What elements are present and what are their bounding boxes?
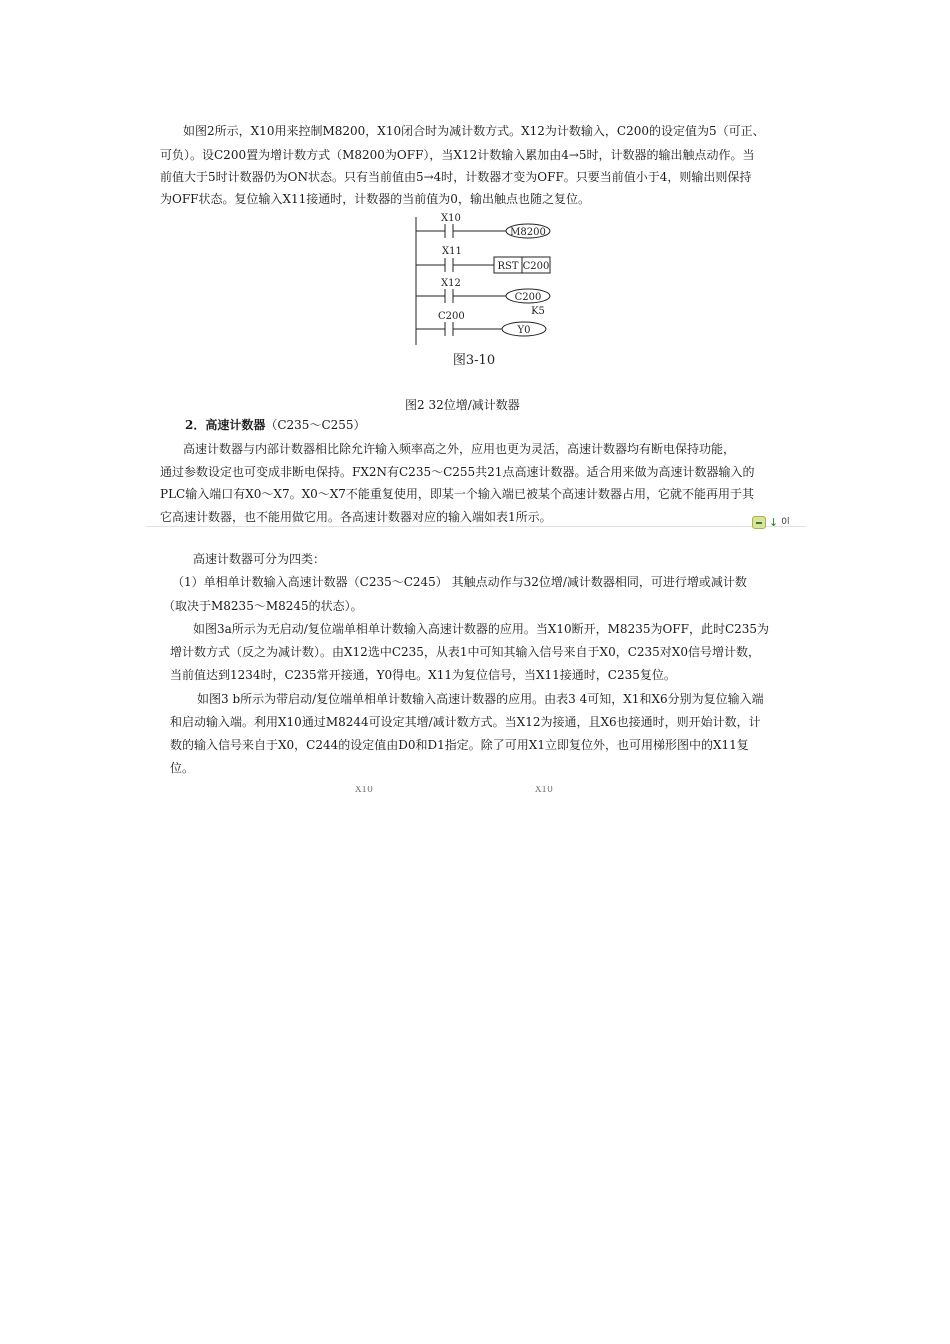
- coil-m8200-label: M8200: [510, 227, 546, 238]
- download-arrow-icon[interactable]: ↓: [769, 515, 779, 529]
- mini-toolbar[interactable]: [752, 515, 808, 529]
- contact-c200-label: C200: [438, 311, 465, 322]
- section2-heading-title: 2．高速计数器: [185, 418, 266, 432]
- rung-3: [416, 278, 550, 317]
- para3-line-1: （1）单相单计数输入高速计数器（C235～C245） 其触点动作与32位增/减计数器相同，可进行增或减计数: [172, 575, 747, 589]
- para2-line-2: 通过参数设定也可变成非断电保持。FX2N有C235～C255共21点高速计数器。适合用来做为高速计数器输入的: [160, 465, 755, 479]
- rung-4: [416, 311, 546, 336]
- contact-x11-label: X11: [442, 246, 462, 257]
- section2-heading: [185, 418, 366, 432]
- para3-line-4: 增计数方式（反之为减计数）。由X12选中C235，从表1中可知其输入信号来自于X0，C235对X0信号增计数，: [170, 645, 760, 659]
- section2-heading-paren: （C235～C255）: [265, 418, 366, 432]
- para3-line-3: 如图3a所示为无启动/复位端单相单计数输入高速计数器的应用。当X10断开，M8235为OFF，此时C235为: [193, 622, 770, 636]
- para1-line-4: 为OFF状态。复位输入X11接通时，计数器的当前值为0，输出触点也随之复位。: [160, 192, 590, 206]
- rst-target-label: C200: [522, 261, 550, 272]
- coil-c200-label: C200: [514, 292, 542, 303]
- figure-label: 图3-10: [452, 353, 496, 368]
- para3-line-2: （取决于M8235～M8245的状态）。: [163, 599, 363, 613]
- para3-intro: 高速计数器可分为四类：: [193, 552, 326, 566]
- contact-x10-label: X10: [441, 213, 461, 224]
- para1-line-2: 可负）。设C200置为增计数方式（M8200为OFF），当X12计数输入累加由4→5时，计数器的输出触点动作。当: [160, 148, 755, 162]
- para2-line-4: 它高速计数器，也不能用做它用。各高速计数器对应的输入端如表1所示。: [160, 510, 552, 524]
- para2-line-3: PLC输入端口有X0～X7。X0～X7不能重复使用，即某一个输入端已被某个高速计数器占用，它就不能再用于其: [160, 487, 754, 501]
- toolbar-text: 0l: [781, 517, 790, 527]
- rst-label: RST: [497, 261, 519, 272]
- rung-1: [416, 213, 550, 238]
- para3-line-6: 如图3 b所示为带启动/复位端单相单计数输入高速计数器的应用。由表3 4可知，X1和X6分别为复位输入端: [197, 692, 764, 706]
- para3-line-9: 位。: [170, 761, 195, 775]
- figure2-caption: 图2 32位增/减计数器: [405, 398, 520, 412]
- para3-line-8: 数的输入信号来自于X0，C244的设定值由D0和D1指定。除了可用X1立即复位外，也可用梯形图中的X11复: [170, 738, 749, 752]
- contact-x12-label: X12: [441, 278, 461, 289]
- para3-line-7: 和启动输入端。利用X10通过M8244可设定其增/减计数方式。当X12为接通，且X6也接通时，则开始计数，计: [170, 715, 761, 729]
- para1-line-3: 前值大于5时计数器仍为ON状态。只有当前值由5→4时，计数器才变为OFF。只要当前值小于4，则输出则保持: [160, 170, 752, 184]
- cutoff-label-left: X10: [355, 786, 373, 792]
- para1-line-1: 如图2所示，X10用来控制M8200，X10闭合时为减计数方式。X12为计数输入，C200的设定值为5（可正、: [183, 124, 765, 138]
- rung-2: [416, 246, 550, 273]
- coil-y0-label: Y0: [517, 325, 531, 336]
- cutoff-label-right: X10: [535, 786, 553, 792]
- coil-c200-setting: K5: [531, 306, 545, 317]
- add-icon[interactable]: [752, 516, 766, 529]
- ladder-diagram: [0, 0, 950, 380]
- para3-line-5: 当前值达到1234时，C235常开接通，Y0得电。X11为复位信号，当X11接通时，C235复位。: [170, 668, 676, 682]
- page-separator: [146, 526, 806, 527]
- para2-line-1: 高速计数器与内部计数器相比除允许输入频率高之外，应用也更为灵活，高速计数器均有断电保持功能，: [183, 442, 736, 456]
